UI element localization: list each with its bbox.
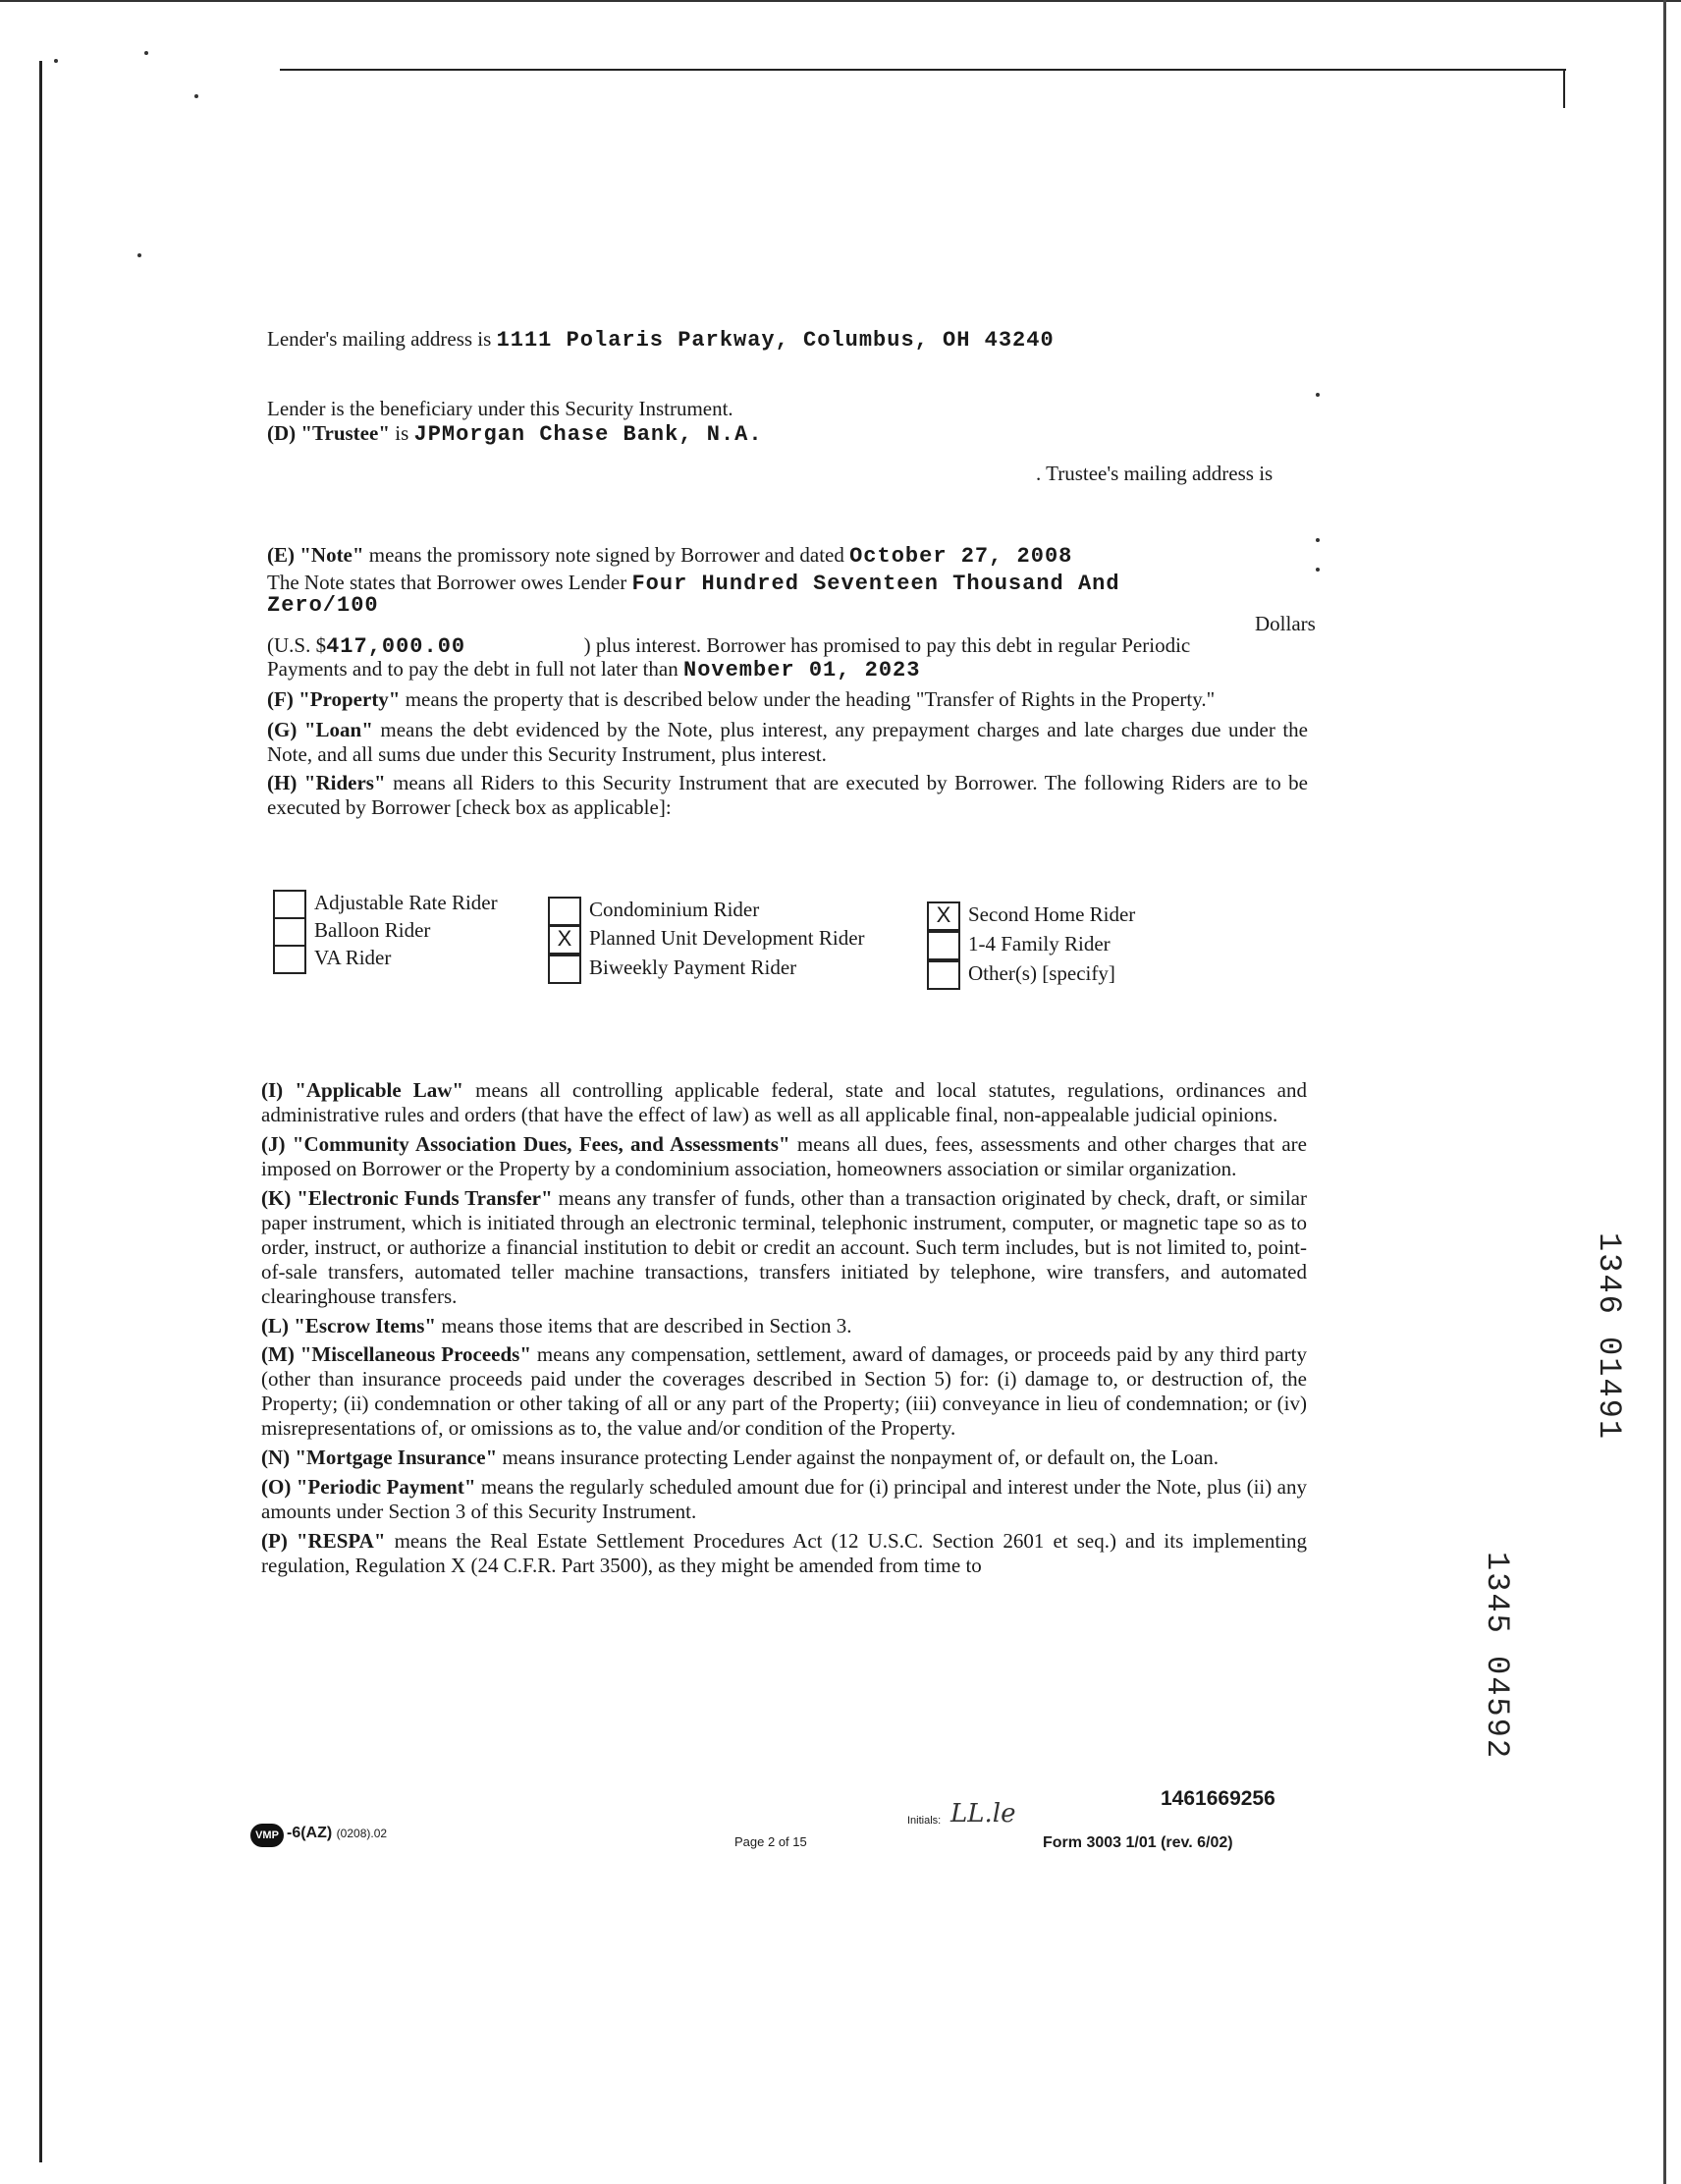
definitions-list [261,1078,1307,1578]
payments-text: Payments and to pay the debt in full not later than [267,657,678,681]
plus-interest-text: ) plus interest. Borrower has promised to pay this debt in regular Periodic [583,633,1191,657]
rider-label: VA Rider [314,945,392,969]
scan-top-rule [280,69,1566,71]
definition-text: means insurance protecting Lender against the nonpayment of, or default on, the Loan. [497,1446,1220,1469]
amount-words: Four Hundred Seventeen Thousand And [631,572,1120,596]
trustee-is: is [395,421,409,445]
note-owes-text: The Note states that Borrower owes Lender [267,571,627,594]
form-code-number: -6(AZ) [287,1825,333,1841]
definition-label: (J) "Community Association Dues, Fees, and Assessments" [261,1132,790,1156]
scan-speck [137,253,141,257]
scan-speck [1316,568,1320,572]
definition-label: (P) "RESPA" [261,1529,386,1553]
note-label: (E) "Note" [267,543,364,567]
dollars-word: Dollars [1255,612,1316,635]
rider-label: Balloon Rider [314,917,431,942]
definition-mortgage-insurance [261,1446,1307,1470]
rider-label: 1-4 Family Rider [968,931,1111,956]
rider-biweekly-payment [548,955,796,984]
rider-1-4-family [927,931,1111,960]
rider-checkbox[interactable] [548,955,581,984]
note-text: means the promissory note signed by Borrower and dated [368,543,844,567]
margin-stamp-right: 1346 01491 [1591,1232,1627,1442]
rider-planned-unit-development [548,925,865,955]
definition-association-dues [261,1132,1307,1181]
loan-number: 1461669256 [1161,1787,1275,1810]
rider-balloon [273,917,430,947]
us-amount-line [267,633,1190,659]
scan-right-edge [1663,0,1666,2184]
note-line [267,543,1072,569]
definition-applicable-law [261,1078,1307,1127]
scan-speck [194,94,198,98]
definition-text: means all Riders to this Security Instrument that are executed by Borrower. The following Riders are to be executed by Borrower [check box as applicable]: [267,771,1308,819]
definition-text: means the Real Estate Settlement Procedures Act (12 U.S.C. Section 2601 et seq.) and its implementing regulation, Regulation X (24 C.F.R. Part 3500), as they might be amended from time to [261,1529,1307,1577]
definition-label: (O) "Periodic Payment" [261,1475,476,1499]
loan-amount: 417,000.00 [326,634,466,659]
rider-checkbox[interactable] [273,890,306,919]
definition-respa [261,1529,1307,1578]
definition-text: means the property that is described below under the heading "Transfer of Rights in the Property." [400,687,1216,711]
rider-checkbox[interactable] [548,897,581,926]
us-prefix: (U.S. $ [267,633,327,657]
definition-periodic-payment [261,1475,1307,1524]
rider-label: Condominium Rider [589,897,760,921]
definition-label: (I) "Applicable Law" [261,1078,464,1102]
rider-label: Other(s) [specify] [968,960,1115,985]
definition-label: (G) "Loan" [267,718,373,741]
beneficiary-line: Lender is the beneficiary under this Security Instrument. [267,397,733,420]
lender-mailing-line [267,327,1055,353]
rider-va [273,945,391,974]
definition-label: (N) "Mortgage Insurance" [261,1446,498,1469]
rider-label: Second Home Rider [968,901,1136,926]
trustee-label: (D) "Trustee" [267,421,390,445]
amount-words-cont: Zero/100 [267,593,379,618]
margin-stamp-middle: 1345 04592 [1479,1552,1515,1761]
rider-checkbox[interactable]: X [927,901,960,931]
rider-checkbox[interactable] [927,960,960,990]
definition-text: means the debt evidenced by the Note, plus interest, any prepayment charges and late charges due under the Note, and all sums due under this Security Instrument, plus interest. [267,718,1309,766]
definitions-fgh [267,687,1308,820]
rider-condominium [548,897,759,926]
definition-electronic-funds-transfer [261,1186,1307,1309]
trustee-line [267,421,763,447]
definition-loan [267,718,1308,767]
definition-property [267,687,1308,712]
definition-text: means all dues, fees, assessments and other charges that are imposed on Borrower or the Property by a condominium association, homeowners association or similar organization. [261,1132,1307,1180]
payments-line [267,657,920,682]
scan-speck [1316,538,1320,542]
rider-adjustable-rate [273,890,498,919]
rider-label: Planned Unit Development Rider [589,925,865,950]
vmp-logo: VMP [250,1824,284,1847]
definition-label: (K) "Electronic Funds Transfer" [261,1186,553,1210]
rider-others [927,960,1115,990]
definition-label: (F) "Property" [267,687,401,711]
trustee-name: JPMorgan Chase Bank, N.A. [413,422,763,447]
definition-riders [267,771,1308,820]
rider-checkbox[interactable] [273,945,306,974]
scan-top-rule-tick [1563,69,1565,108]
scan-speck [144,51,148,55]
mailing-prefix: Lender's mailing address is [267,327,492,351]
definition-text: means any transfer of funds, other than a transaction originated by check, draft, or similar paper instrument, which is initiated through an electronic terminal, telephonic instrument, computer, or magnetic tape so as to order, instruct, or authorize a financial institution to debit or credit an account. Such term includes, but is not limited to, point-of-sale transfers, automated teller machine transactions, transfers initiated by telephone, wire transfers, and automated clearinghouse transfers. [261,1186,1307,1308]
rider-checkbox[interactable] [273,917,306,947]
form-number: Form 3003 1/01 (rev. 6/02) [1043,1834,1233,1851]
definition-text: means all controlling applicable federal, state and local statutes, regulations, ordinances and administrative rules and orders (that have the effect of law) as well as all applicable final, non-appealable judicial opinions. [261,1078,1308,1126]
form-code [287,1825,387,1842]
initials-label: Initials: [907,1815,942,1827]
trustee-mailing: . Trustee's mailing address is [1036,462,1274,485]
definition-label: (L) "Escrow Items" [261,1314,437,1338]
scan-left-border [39,61,42,2162]
definition-escrow-items [261,1314,1307,1338]
definition-miscellaneous-proceeds [261,1342,1307,1441]
scan-top-edge [0,0,1681,2]
rider-checkbox[interactable] [927,931,960,960]
definition-text: means any compensation, settlement, award of damages, or proceeds paid by any third party (other than insurance proceeds paid under the coverages described in Section 5) for: (i) damage to, or destruction of, the Property; (ii) condemnation or other taking of all or any part of the Property; (iii) conveyance in lieu of condemnation; or (iv) misrepresentations of, or omissions as to, the value and/or condition of the Property. [261,1342,1307,1440]
lender-address: 1111 Polaris Parkway, Columbus, OH 43240 [496,328,1055,353]
rider-label: Adjustable Rate Rider [314,890,498,914]
rider-checkbox[interactable]: X [548,925,581,955]
form-code-date: (0208).02 [336,1827,388,1840]
definition-text: means the regularly scheduled amount due for (i) principal and interest under the Note, plus (ii) any amounts under Section 3 of this Security Instrument. [261,1475,1307,1523]
rider-second-home [927,901,1135,931]
definition-label: (H) "Riders" [267,771,386,794]
definition-text: means those items that are described in Section 3. [436,1314,852,1338]
page-number: Page 2 of 15 [734,1834,807,1849]
scan-speck [54,59,58,63]
note-owes-line [267,571,1120,596]
definition-label: (M) "Miscellaneous Proceeds" [261,1342,532,1366]
note-date: October 27, 2008 [849,544,1073,569]
maturity-date: November 01, 2023 [683,658,921,682]
initials-signature: LL.le [950,1799,1016,1829]
rider-label: Biweekly Payment Rider [589,955,797,979]
scan-speck [1316,393,1320,397]
